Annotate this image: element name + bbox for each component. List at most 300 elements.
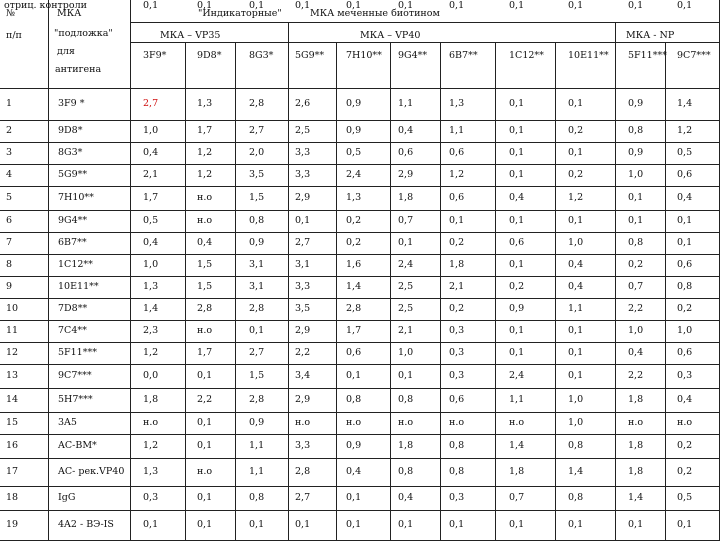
table-cell: 1,0 — [398, 347, 414, 358]
table-cell: 0,8 — [568, 440, 584, 451]
table-cell: 2,4 — [509, 370, 525, 381]
table-cell: 0,9 — [628, 98, 644, 109]
table-cell: 0,1 — [568, 370, 584, 381]
table-cell: 1,1 — [249, 440, 265, 451]
column-header-9g4: 9G4** — [398, 50, 428, 61]
table-cell: 1,4 — [346, 281, 362, 292]
table-cell: 0,5 — [143, 215, 159, 226]
row-antibody-name: 7H10** — [58, 192, 94, 203]
table-cell: 0,1 — [197, 370, 213, 381]
table-cell: 0,8 — [568, 492, 584, 503]
table-cell: 0,8 — [398, 466, 414, 477]
header-bottom-border — [0, 88, 720, 89]
table-cell: 0,1 — [346, 492, 362, 503]
column-header-9c7: 9C7*** — [677, 50, 711, 61]
column-header-1c12: 1C12** — [509, 50, 544, 61]
table-cell: 0,4 — [346, 466, 362, 477]
table-cell: 0,8 — [677, 281, 693, 292]
table-cell: 2,5 — [295, 125, 311, 136]
table-cell: 1,7 — [197, 125, 213, 136]
table-cell: 0,8 — [398, 394, 414, 405]
table-cell: 2,0 — [249, 147, 265, 158]
table-cell: 2,9 — [398, 169, 414, 180]
table-cell: 0,1 — [295, 0, 311, 11]
header-sub-divider — [130, 22, 720, 23]
row-divider — [0, 434, 720, 435]
table-cell: н.о — [449, 417, 465, 428]
header-columns-divider — [130, 42, 720, 43]
table-cell: 0,1 — [249, 325, 265, 336]
row-number: 14 — [6, 394, 19, 405]
table-cell: 0,4 — [197, 237, 213, 248]
row-divider — [0, 388, 720, 389]
table-cell: 0,2 — [568, 169, 584, 180]
table-cell: 0,1 — [449, 215, 465, 226]
table-cell: н.о — [197, 325, 213, 336]
table-cell: 0,5 — [346, 147, 362, 158]
table-cell: 0,4 — [628, 347, 644, 358]
table-cell: 1,2 — [197, 147, 213, 158]
table-cell: 2,9 — [295, 394, 311, 405]
table-cell: 0,4 — [677, 192, 693, 203]
row-antibody-name: 3A5 — [58, 417, 77, 428]
table-cell: 0,6 — [449, 394, 465, 405]
row-divider — [0, 276, 720, 277]
table-cell: 0,1 — [346, 0, 362, 11]
table-cell: 0,1 — [398, 0, 414, 11]
table-cell: 0,1 — [628, 192, 644, 203]
table-cell: 2,1 — [398, 325, 414, 336]
table-cell: 1,8 — [509, 466, 525, 477]
row-number: 19 — [6, 519, 19, 530]
table-cell: 0,9 — [249, 417, 265, 428]
table-cell: 2,2 — [295, 347, 311, 358]
row-divider — [0, 412, 720, 413]
table-cell: 0,3 — [449, 325, 465, 336]
row-antibody-name: 9G4** — [58, 215, 88, 226]
table-cell: 0,8 — [449, 466, 465, 477]
table-cell: 0,7 — [398, 215, 414, 226]
table-cell: н.о — [628, 417, 644, 428]
table-cell: 2,2 — [628, 303, 644, 314]
column-divider — [495, 42, 496, 540]
row-number: 9 — [6, 281, 13, 292]
table-cell: 2,8 — [249, 394, 265, 405]
column-divider — [235, 42, 236, 540]
table-cell: 1,8 — [449, 259, 465, 270]
row-antibody-name: 1C12** — [58, 259, 93, 270]
table-cell: 0,9 — [346, 125, 362, 136]
table-cell: 0,1 — [449, 0, 465, 11]
column-header-6b7: 6B7** — [449, 50, 478, 61]
table-cell: 2,7 — [295, 492, 311, 503]
table-cell: 0,7 — [628, 281, 644, 292]
table-cell: 0,3 — [449, 370, 465, 381]
table-cell: 0,8 — [346, 394, 362, 405]
row-antibody-name: 10E11** — [58, 281, 99, 292]
column-header-10e11: 10E11** — [568, 50, 609, 61]
table-cell: 0,6 — [346, 347, 362, 358]
row-divider — [0, 254, 720, 255]
row-number: 4 — [6, 169, 13, 180]
table-cell: 0,1 — [509, 519, 525, 530]
table-cell: 0,1 — [143, 0, 159, 11]
table-cell: 1,0 — [568, 394, 584, 405]
table-cell: 1,0 — [628, 169, 644, 180]
table-cell: 1,4 — [568, 466, 584, 477]
table-cell: 0,6 — [677, 169, 693, 180]
table-cell: 3,1 — [249, 259, 265, 270]
table-cell: 3,3 — [295, 169, 311, 180]
column-header-8g3: 8G3* — [249, 50, 274, 61]
table-cell: 0,1 — [509, 0, 525, 11]
table-cell: 0,1 — [677, 519, 693, 530]
table-cell: 1,0 — [677, 325, 693, 336]
table-cell: 1,0 — [568, 417, 584, 428]
table-cell: 0,4 — [143, 147, 159, 158]
table-cell: 0,1 — [143, 519, 159, 530]
table-cell: 3,3 — [295, 147, 311, 158]
row-divider — [0, 510, 720, 511]
table-cell: 0,6 — [449, 147, 465, 158]
table-cell: н.о — [197, 215, 213, 226]
table-cell: 1,2 — [197, 169, 213, 180]
table-cell: 1,4 — [628, 492, 644, 503]
table-cell: 0,4 — [398, 125, 414, 136]
table-cell: 1,8 — [628, 440, 644, 451]
table-cell: н.о — [143, 417, 159, 428]
column-divider — [288, 22, 289, 540]
column-divider — [440, 42, 441, 540]
table-cell: н.о — [346, 417, 362, 428]
table-cell: 0,1 — [677, 215, 693, 226]
table-cell: н.о — [197, 466, 213, 477]
row-divider — [0, 164, 720, 165]
table-cell: 0,1 — [568, 0, 584, 11]
column-divider — [615, 22, 616, 540]
table-cell: 0,8 — [628, 237, 644, 248]
table-cell: 0,1 — [249, 519, 265, 530]
table-cell: 1,1 — [249, 466, 265, 477]
row-number: 2 — [6, 125, 13, 136]
table-cell: 3,4 — [295, 370, 311, 381]
table-cell: 0,1 — [568, 347, 584, 358]
row-divider — [0, 186, 720, 187]
table-cell: 0,2 — [677, 440, 693, 451]
table-cell: 2,8 — [295, 466, 311, 477]
table-cell: 2,6 — [295, 98, 311, 109]
table-cell: 0,4 — [677, 394, 693, 405]
table-cell: 0,8 — [249, 492, 265, 503]
row-number: 1 — [6, 98, 13, 109]
header-mka-for-label: для — [57, 46, 75, 57]
table-cell: 0,4 — [143, 237, 159, 248]
table-cell: 2,7 — [249, 347, 265, 358]
table-cell: 0,2 — [677, 303, 693, 314]
header-mka-label: МКА — [57, 8, 82, 19]
table-cell: 0,0 — [143, 370, 159, 381]
table-cell: 1,1 — [449, 125, 465, 136]
row-antibody-name: AC- рек.VP40 — [58, 466, 125, 477]
table-cell: 1,5 — [197, 281, 213, 292]
table-cell: 0,3 — [449, 347, 465, 358]
table-cell: 1,2 — [143, 347, 159, 358]
table-cell: 1,2 — [677, 125, 693, 136]
table-cell: 0,1 — [509, 147, 525, 158]
row-number: 13 — [6, 370, 19, 381]
row-number: 15 — [6, 417, 19, 428]
table-cell: 0,1 — [197, 417, 213, 428]
header-indicator-title: "Индикаторные" — [198, 8, 282, 19]
table-cell: 0,4 — [398, 492, 414, 503]
table-cell: 2,2 — [197, 394, 213, 405]
table-cell: 3,3 — [295, 281, 311, 292]
column-divider — [390, 42, 391, 540]
table-cell: 0,1 — [249, 0, 265, 11]
table-cell: 0,1 — [398, 370, 414, 381]
row-divider — [0, 142, 720, 143]
row-antibody-name: 4A2 - ВЭ-IS — [58, 519, 114, 530]
table-cell: 1,6 — [346, 259, 362, 270]
table-cell: 2,7 — [249, 125, 265, 136]
row-antibody-name: 3F9 * — [58, 98, 85, 109]
table-cell: 0,1 — [568, 147, 584, 158]
table-cell: 0,3 — [677, 370, 693, 381]
table-cell: 0,1 — [568, 98, 584, 109]
table-cell: 0,4 — [568, 281, 584, 292]
column-divider — [665, 42, 666, 540]
row-number: 7 — [6, 237, 13, 248]
table-cell: 0,1 — [628, 519, 644, 530]
row-antibody-name: 7C4** — [58, 325, 87, 336]
table-cell: 0,6 — [398, 147, 414, 158]
table-cell: 2,8 — [197, 303, 213, 314]
table-cell: 0,1 — [449, 519, 465, 530]
table-cell: 1,4 — [677, 98, 693, 109]
row-divider — [0, 486, 720, 487]
row-divider — [0, 458, 720, 459]
table-cell: 0,6 — [509, 237, 525, 248]
table-cell: 0,1 — [398, 237, 414, 248]
table-cell: 2,8 — [249, 98, 265, 109]
row-divider — [0, 342, 720, 343]
table-cell: 0,8 — [628, 125, 644, 136]
table-cell: 0,1 — [197, 519, 213, 530]
row-divider — [0, 210, 720, 211]
table-cell: 0,6 — [677, 259, 693, 270]
table-cell: 2,3 — [143, 325, 159, 336]
table-cell: 0,6 — [449, 192, 465, 203]
table-cell: 0,1 — [398, 519, 414, 530]
row-divider — [0, 364, 720, 365]
row-number: 11 — [6, 325, 19, 336]
table-cell: 2,9 — [295, 325, 311, 336]
row-number: 10 — [6, 303, 19, 314]
row-number: 3 — [6, 147, 13, 158]
table-cell: 3,1 — [295, 259, 311, 270]
table-cell: 1,8 — [628, 466, 644, 477]
table-cell: 0,1 — [197, 0, 213, 11]
table-cell: 1,1 — [509, 394, 525, 405]
row-antibody-name: AC-BM* — [58, 440, 97, 451]
table-cell: 1,1 — [568, 303, 584, 314]
table-cell: 0,1 — [509, 259, 525, 270]
column-header-5g9: 5G9** — [295, 50, 325, 61]
table-cell: 1,8 — [398, 440, 414, 451]
header-number-sub-label: п/п — [6, 30, 22, 41]
table-cell: 1,3 — [143, 466, 159, 477]
table-cell: 2,7 — [295, 237, 311, 248]
column-header-5f11: 5F11*** — [628, 50, 667, 61]
table-cell: 2,4 — [346, 169, 362, 180]
table-cell: 0,8 — [449, 440, 465, 451]
table-cell: 0,5 — [677, 147, 693, 158]
row-antibody-name: IgG — [58, 492, 76, 503]
row-antibody-name: 5G9** — [58, 169, 88, 180]
table-cell: 1,2 — [568, 192, 584, 203]
table-cell: 0,9 — [628, 147, 644, 158]
table-cell: 3,3 — [295, 440, 311, 451]
table-cell: 2,4 — [398, 259, 414, 270]
table-cell: 1,4 — [509, 440, 525, 451]
table-cell: 0,2 — [346, 237, 362, 248]
table-cell: 2,5 — [398, 281, 414, 292]
row-number: 5 — [6, 192, 13, 203]
header-number-label: № — [6, 8, 15, 19]
table-cell: 2,9 — [295, 192, 311, 203]
table-cell: 2,7 — [143, 98, 159, 109]
row-antibody-name: 5F11*** — [58, 347, 97, 358]
table-cell: 1,3 — [143, 281, 159, 292]
table-cell: 0,9 — [346, 98, 362, 109]
table-cell: 1,7 — [197, 347, 213, 358]
table-cell: 0,1 — [509, 347, 525, 358]
row-divider — [0, 120, 720, 121]
table-cell: 1,7 — [346, 325, 362, 336]
table-cell: 1,8 — [143, 394, 159, 405]
table-cell: 0,1 — [295, 519, 311, 530]
table-cell: 0,1 — [628, 215, 644, 226]
table-cell: 0,2 — [568, 125, 584, 136]
table-cell: 0,6 — [677, 347, 693, 358]
row-antibody-name: 7D8** — [58, 303, 88, 314]
table-cell: н.о — [677, 417, 693, 428]
table-cell: 0,1 — [346, 519, 362, 530]
table-cell: 0,1 — [677, 0, 693, 11]
row-antibody-name: 8G3* — [58, 147, 83, 158]
column-divider — [555, 42, 556, 540]
table-cell: 0,1 — [568, 215, 584, 226]
row-number: 16 — [6, 440, 19, 451]
table-cell: 0,5 — [677, 492, 693, 503]
header-vp35-group: МКА – VP35 — [160, 30, 221, 41]
table-cell: 0,8 — [249, 215, 265, 226]
table-cell: н.о — [398, 417, 414, 428]
table-cell: 0,2 — [449, 303, 465, 314]
table-cell: 0,1 — [509, 125, 525, 136]
table-cell: 0,1 — [568, 519, 584, 530]
row-antibody-name: 6B7** — [58, 237, 87, 248]
table-cell: 1,5 — [197, 259, 213, 270]
table-cell: 2,1 — [143, 169, 159, 180]
table-cell: 1,0 — [568, 237, 584, 248]
row-divider — [0, 298, 720, 299]
row-number: 12 — [6, 347, 19, 358]
table-cell: 0,2 — [509, 281, 525, 292]
table-cell: 2,5 — [398, 303, 414, 314]
row-number: 18 — [6, 492, 19, 503]
table-cell: 3,5 — [295, 303, 311, 314]
table-cell: 0,1 — [677, 237, 693, 248]
table-cell: 0,2 — [346, 215, 362, 226]
table-cell: н.о — [197, 192, 213, 203]
table-cell: 1,0 — [143, 125, 159, 136]
column-header-9d8: 9D8* — [197, 50, 222, 61]
table-cell: 2,8 — [346, 303, 362, 314]
column-divider — [130, 0, 131, 540]
table-cell: 0,1 — [509, 325, 525, 336]
table-cell: 0,3 — [143, 492, 159, 503]
table-cell: 1,3 — [197, 98, 213, 109]
row-antibody-name: 9C7*** — [58, 370, 92, 381]
table-cell: 1,7 — [143, 192, 159, 203]
table-cell: 1,5 — [249, 370, 265, 381]
table-cell: 0,1 — [509, 215, 525, 226]
table-cell: 1,8 — [628, 394, 644, 405]
header-np-group: МКА - NP — [626, 30, 675, 41]
table-cell: 1,0 — [143, 259, 159, 270]
table-cell: 0,1 — [197, 440, 213, 451]
row-number: 6 — [6, 215, 13, 226]
table-cell: 0,2 — [449, 237, 465, 248]
table-cell: 1,1 — [398, 98, 414, 109]
table-cell: н.о — [295, 417, 311, 428]
row-divider — [0, 232, 720, 233]
row-number: 8 — [6, 259, 13, 270]
table-cell: 0,1 — [509, 169, 525, 180]
table-cell: 0,2 — [628, 259, 644, 270]
table-cell: 0,9 — [346, 440, 362, 451]
table-cell: 1,5 — [249, 192, 265, 203]
table-cell: 0,1 — [568, 325, 584, 336]
header-biotin-title: МКА меченные биотином — [310, 8, 440, 19]
table-cell: 0,1 — [509, 98, 525, 109]
table-cell: 0,1 — [346, 370, 362, 381]
column-header-3f9: 3F9* — [143, 50, 167, 61]
table-cell: 1,4 — [143, 303, 159, 314]
table-cell: 0,9 — [509, 303, 525, 314]
table-cell: 1,3 — [449, 98, 465, 109]
table-cell: 0,2 — [677, 466, 693, 477]
table-cell: 0,9 — [249, 237, 265, 248]
header-mka-antigen-label: антигена — [55, 64, 102, 75]
table-cell: 2,8 — [249, 303, 265, 314]
row-number: 17 — [6, 466, 19, 477]
table-cell: 1,2 — [449, 169, 465, 180]
header-mka-substrate-label: "подложка" — [54, 28, 113, 39]
row-antibody-name: 5H7*** — [58, 394, 93, 405]
table-cell: 3,5 — [249, 169, 265, 180]
table-cell: 0,1 — [197, 492, 213, 503]
table-cell: 2,1 — [449, 281, 465, 292]
table-cell: 0,7 — [509, 492, 525, 503]
column-divider — [336, 42, 337, 540]
column-divider — [185, 42, 186, 540]
column-header-7h10: 7H10** — [346, 50, 382, 61]
table-cell: 1,3 — [346, 192, 362, 203]
table-cell: 0,1 — [628, 0, 644, 11]
header-vp40-group: МКА – VP40 — [360, 30, 421, 41]
